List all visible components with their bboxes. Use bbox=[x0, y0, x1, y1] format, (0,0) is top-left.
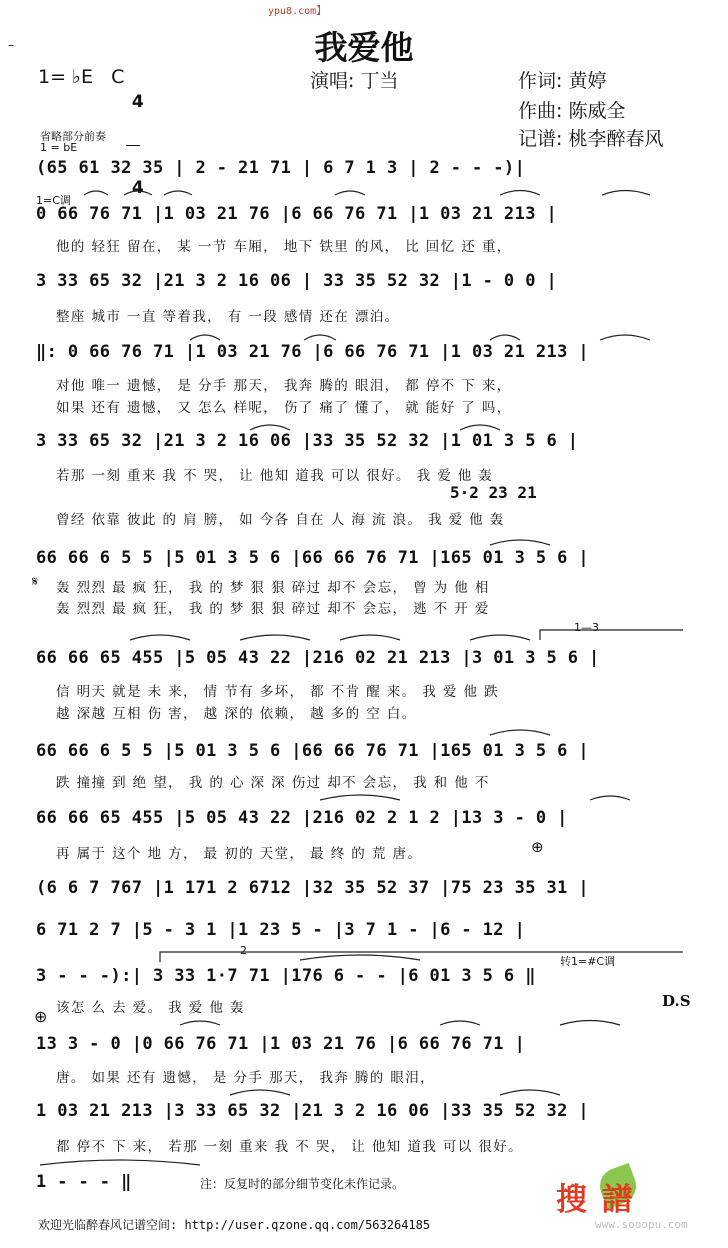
lyric-line-4b: 如果 还有 遗憾， 又 怎么 样呢， 伤了 痛了 懂了， 就 能好 了 吗， bbox=[56, 400, 512, 416]
lyric-line-6a: 轰 烈烈 最 疯 狂， 我 的 梦 狠 狠 碎过 却不 会忘， 曾 为 他 相 bbox=[56, 580, 490, 596]
music-line-5: 3 33 65 32 |21 3 2 16 06 |33 35 52 32 |1 01 3 5 6 | bbox=[36, 431, 579, 451]
key-change-2: 1=C调 bbox=[36, 194, 71, 207]
music-line-7: 66 66 65 455 |5 05 43 22 |216 02 21 213 |3 01 3 5 6 | bbox=[36, 648, 600, 668]
lyric-line-4a: 对他 唯一 遗憾， 是 分手 那天， 我奔 腾的 眼泪， 都 停不 下 来， bbox=[56, 378, 512, 394]
lyric-line-7b: 越 深越 互相 伤 害， 越 深的 依赖， 越 多的 空 白。 bbox=[56, 706, 417, 722]
lyric-line-5a: 若那 一刻 重来 我 不 哭， 让 他知 道我 可以 很好。 我 爱 他 轰 bbox=[56, 468, 494, 484]
key-change-1: 1 = bE bbox=[40, 141, 78, 154]
footnote: 注：反复时的部分细节变化未作记录。 bbox=[200, 1177, 405, 1191]
ds-mark: D.S bbox=[662, 992, 691, 1010]
music-line-1: (65 61 32 35 | 2 - 21 71 | 6 7 1 3 | 2 - - -)| bbox=[36, 158, 526, 178]
page-title: 我爱他 bbox=[314, 28, 414, 67]
site-url: www.sooopu.com bbox=[595, 1218, 688, 1231]
lyric-line-8: 跌 撞撞 到 绝 望， 我 的 心 深 深 伤过 却不 会忘， 我 和 他 不 bbox=[56, 775, 490, 791]
lyric-line-2: 他的 轻狂 留在， 某 一节 车厢， 地下 铁里 的风， 比 回忆 还 重， bbox=[56, 239, 512, 255]
music-line-6: 66 66 6 5 5 |5 01 3 5 6 |66 66 76 71 |165 01 3 5 6 | bbox=[36, 548, 590, 568]
music-line-9: 66 66 65 455 |5 05 43 22 |216 02 2 1 2 |13 3 - 0 | bbox=[36, 808, 568, 828]
key-signature: 1= ♭E C bbox=[38, 66, 125, 88]
coda-icon: ⊕ bbox=[34, 1007, 48, 1026]
segno-icon: 𝄋 bbox=[32, 574, 39, 590]
music-line-13: 13 3 - 0 |0 66 76 71 |1 03 21 76 |6 66 76 71 | bbox=[36, 1034, 526, 1054]
footer-link[interactable]: 欢迎光临醉春风记谱空间: http://user.qzone.qq.com/563264185 bbox=[38, 1218, 431, 1232]
music-line-11: 6 71 2 7 |5 - 3 1 |1 23 5 - |3 7 1 - |6 - 12 | bbox=[36, 920, 526, 940]
music-line-2: 0 66 76 71 |1 03 21 76 |6 66 76 71 |1 03 21 213 | bbox=[36, 204, 558, 224]
volta-2: 2 bbox=[240, 944, 247, 957]
corner-dash: – bbox=[8, 38, 14, 52]
lyricist-credit: 作词: 黄婷 bbox=[518, 70, 607, 92]
singer-credit: 演唱: 丁当 bbox=[310, 70, 399, 92]
composer-credit: 作曲: 陈威全 bbox=[518, 100, 626, 122]
lyric-line-5b: 曾经 依靠 彼此 的 肩 膀， 如 今各 自在 人 海 流 浪。 我 爱 他 轰 bbox=[56, 512, 505, 528]
lyric-line-3: 整座 城市 一直 等着我， 有 一段 感情 还在 漂泊。 bbox=[56, 309, 400, 325]
transcriber-credit: 记谱: 桃李醉春风 bbox=[518, 128, 664, 150]
music-line-10: (6 6 7 767 |1 171 2 6712 |32 35 52 37 |75 23 35 31 | bbox=[36, 878, 590, 898]
alt-melody: 5·2 23 21 bbox=[450, 483, 537, 502]
volta-1: 1—3 bbox=[574, 621, 599, 634]
key-change-3: 转1=#C调 bbox=[560, 955, 616, 968]
time-sig-bottom: 4 bbox=[131, 178, 144, 198]
music-line-3: 3 33 65 32 |21 3 2 16 06 | 33 35 52 32 |1 - 0 0 | bbox=[36, 271, 558, 291]
coda-icon-inline: ⊕ bbox=[531, 838, 544, 856]
site-logo: 搜 譜 bbox=[556, 1182, 635, 1218]
lyric-line-14: 都 停不 下 来， 若那 一刻 重来 我 不 哭， 让 他知 道我 可以 很好。 bbox=[56, 1139, 524, 1155]
lyric-line-6b: 轰 烈烈 最 疯 狂， 我 的 梦 狠 狠 碎过 却不 会忘， 逃 不 开 爱 bbox=[56, 601, 490, 617]
watermark: ypu8.com】 bbox=[268, 6, 327, 17]
music-line-8: 66 66 6 5 5 |5 01 3 5 6 |66 66 76 71 |165 01 3 5 6 | bbox=[36, 741, 590, 761]
lyric-line-12: 该怎 么 去 爱。 我 爱 他 轰 bbox=[56, 1000, 245, 1016]
music-line-4: ‖: 0 66 76 71 |1 03 21 76 |6 66 76 71 |1 03 21 213 | bbox=[36, 342, 590, 362]
music-line-14: 1 03 21 213 |3 33 65 32 |21 3 2 16 06 |33 35 52 32 | bbox=[36, 1101, 590, 1121]
lyric-line-9: 再 属于 这个 地 方， 最 初的 天堂， 最 终 的 荒 唐。 bbox=[56, 846, 423, 862]
lyric-line-7a: 信 明天 就是 未 来， 情 节有 多坏， 都 不肯 醒 来。 我 爱 他 跌 bbox=[56, 684, 499, 700]
music-line-12: 3 - - -):| 3 33 1·7 71 |176 6 - - |6 01 3 5 6 ‖ bbox=[36, 966, 536, 986]
intro-note: 省略部分前奏 bbox=[40, 130, 106, 143]
music-line-15: 1 - - - ‖ bbox=[36, 1172, 132, 1192]
lyric-line-13: 唐。 如果 还有 遗憾， 是 分手 那天， 我奔 腾的 眼泪， bbox=[56, 1070, 436, 1086]
time-sig-top: 4 bbox=[131, 92, 144, 112]
